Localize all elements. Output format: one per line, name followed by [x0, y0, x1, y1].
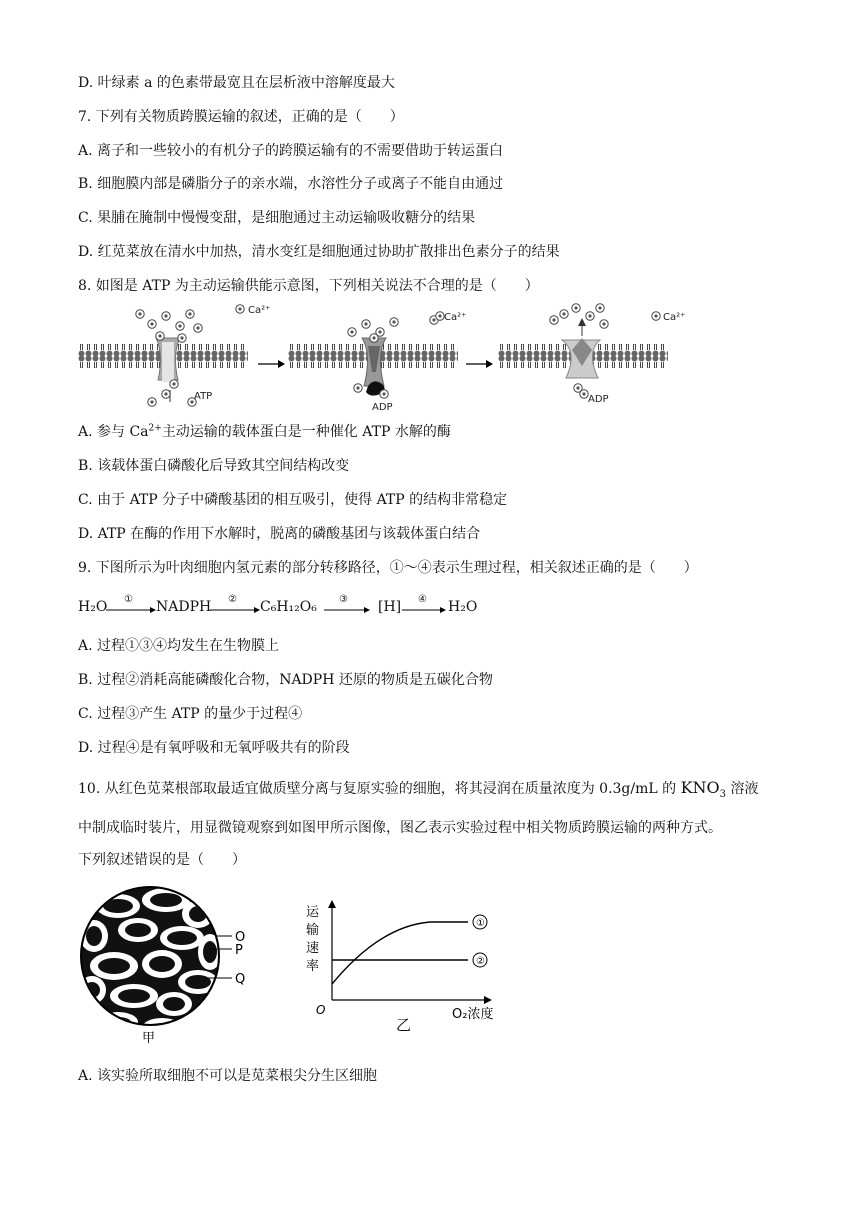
question-9-option-d: D. 过程④是有氧呼吸和无氧呼吸共有的阶段: [78, 740, 350, 756]
question-9-option-a: A. 过程①③④均发生在生物膜上: [78, 638, 280, 654]
pathway-step-1: ①: [124, 594, 133, 605]
pathway-step-4: ④: [418, 594, 427, 605]
ca-ion-label-3: Ca²⁺: [663, 312, 686, 323]
question-8-option-a: A. 参与 $Ca^{2+}$主动运输的载体蛋白是一种催化 ATP 水解的酶: [78, 423, 451, 440]
panel-2: [288, 312, 466, 413]
label-p: P: [235, 943, 243, 958]
figure-yi-graph: [300, 898, 510, 1038]
label-q: Q: [235, 972, 246, 987]
adp-label-1: ADP: [372, 402, 393, 413]
origin-label: O: [316, 1003, 326, 1017]
xlabel: O₂浓度: [452, 1007, 494, 1022]
adp-label-2: ADP: [588, 394, 609, 405]
question-10-line-1: 10. 从红色苋菜根部取最适宜做质壁分离与复原实验的细胞，将其浸润在质量浓度为 0.3g/mL 的 $KNO_3$ 溶液: [78, 778, 759, 800]
option-7d-prev: D. 叶绿素 a 的色素带最宽且在层析液中溶解度最大: [78, 75, 395, 91]
question-7-option-b: B. 细胞膜内部是磷脂分子的亲水端，水溶性分子或离子不能自由通过: [78, 176, 504, 192]
figure-jia-cells: [78, 886, 258, 1046]
pathway-h2o-end: H₂O: [448, 599, 478, 615]
ca-ion-label: Ca²⁺: [248, 305, 271, 316]
curve-2-label: ②: [476, 956, 485, 967]
pathway-glucose: C₆H₁₂O₆: [260, 599, 317, 615]
question-9: 9. 下图所示为叶肉细胞内氢元素的部分转移路径，①～④表示生理过程，相关叙述正确的是（ ）: [78, 560, 698, 576]
panel-1: [78, 305, 270, 406]
question-8-option-c: C. 由于 ATP 分子中磷酸基团的相互吸引，使得 ATP 的结构非常稳定: [78, 492, 508, 508]
pathway-step-2: ②: [228, 594, 237, 605]
ca-ion-label-2: Ca²⁺: [444, 312, 467, 323]
question-10-option-a: A. 该实验所取细胞不可以是苋菜根尖分生区细胞: [78, 1068, 378, 1084]
panel-3: [498, 304, 685, 405]
question-10-line-2: 中制成临时装片，用显微镜观察到如图甲所示图像，图乙表示实验过程中相关物质跨膜运输的两种方式。: [78, 820, 722, 836]
question-7-option-a: A. 离子和一些较小的有机分子的跨膜运输有的不需要借助于转运蛋白: [78, 143, 504, 159]
ylabel-char-2: 输: [306, 923, 320, 938]
question-7-option-d: D. 红苋菜放在清水中加热，清水变红是细胞通过协助扩散排出色素分子的结果: [78, 244, 560, 260]
curve-1-label: ①: [476, 918, 485, 929]
question-7-option-c: C. 果脯在腌制中慢慢变甜，是细胞通过主动运输吸收糖分的结果: [78, 210, 476, 226]
question-8: 8. 如图是 ATP 为主动运输供能示意图，下列相关说法不合理的是（ ）: [78, 278, 539, 294]
ylabel-char-4: 率: [306, 959, 320, 974]
question-10-line-3: 下列叙述错误的是（ ）: [78, 852, 246, 868]
ylabel-char-1: 运: [306, 905, 320, 920]
question-9-option-c: C. 过程③产生 ATP 的量少于过程④: [78, 706, 303, 722]
atp-label: ATP: [194, 391, 213, 402]
label-o: O: [235, 930, 246, 945]
ylabel-char-3: 速: [306, 941, 320, 956]
question-7: 7. 下列有关物质跨膜运输的叙述，正确的是（ ）: [78, 109, 404, 125]
pathway-step-3: ③: [339, 594, 348, 605]
question-8-option-d: D. ATP 在酶的作用下水解时，脱离的磷酸基团与该载体蛋白结合: [78, 526, 481, 542]
curve-1: [332, 922, 468, 984]
label-jia: 甲: [142, 1031, 156, 1046]
label-yi: 乙: [396, 1016, 412, 1034]
question-9-option-b: B. 过程②消耗高能磷酸化合物，NADPH 还原的物质是五碳化合物: [78, 672, 493, 688]
pathway-h: [H]: [378, 599, 402, 615]
pathway-h2o-start: H₂O: [78, 599, 108, 615]
pathway-nadph: NADPH: [156, 599, 212, 615]
atp-transport-figure: [78, 302, 688, 414]
question-8-option-b: B. 该载体蛋白磷酸化后导致其空间结构改变: [78, 458, 350, 474]
